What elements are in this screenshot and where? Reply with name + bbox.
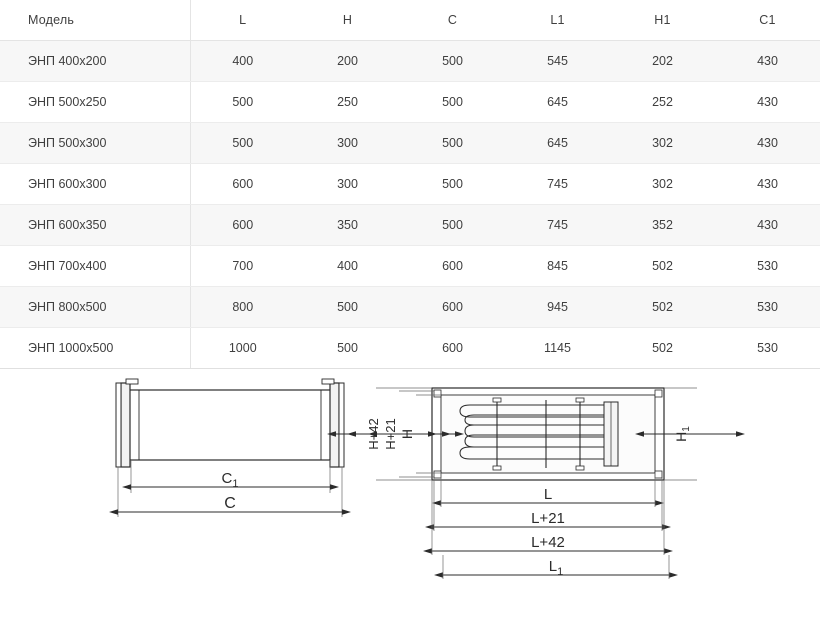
label-h-plus-21: H+21 [383,418,398,450]
cell-c1: 530 [715,246,820,287]
support-clip-3 [576,398,584,402]
table-row [0,164,820,205]
drawings-svg [0,369,820,621]
support-clip-4 [576,466,584,470]
side-view-top-cap-left [126,379,138,384]
front-view-bolt-bl [434,471,441,478]
cell-model: ЭНП 500х300 [0,123,190,164]
table-row [0,41,820,82]
cell-model: ЭНП 600х300 [0,164,190,205]
cell-h1: 202 [610,41,715,82]
cell-l1: 845 [505,246,610,287]
cell-c1: 430 [715,82,820,123]
label-h1: $H_1$ [673,426,692,442]
cell-h1: 252 [610,82,715,123]
cell-model: ЭНП 1000х500 [0,328,190,369]
cell-l1: 645 [505,82,610,123]
cell-l1: 745 [505,164,610,205]
cell-l: 600 [190,205,295,246]
cell-l: 600 [190,164,295,205]
cell-c1: 430 [715,123,820,164]
cell-l: 500 [190,82,295,123]
column-header-h1: H1 [610,0,715,41]
cell-model: ЭНП 600х350 [0,205,190,246]
front-view-inner-frame [441,395,655,473]
cell-c: 500 [400,164,505,205]
cell-h1: 502 [610,328,715,369]
cell-l1: 1145 [505,328,610,369]
table-body [0,41,820,369]
cell-model: ЭНП 400х200 [0,41,190,82]
side-view-body [128,390,332,460]
side-view-right-flange-outer [339,383,344,467]
cell-model: ЭНП 700х400 [0,246,190,287]
cell-c: 500 [400,123,505,164]
cell-h: 250 [295,82,400,123]
cell-h: 300 [295,123,400,164]
cell-model: ЭНП 800х500 [0,287,190,328]
table-row [0,123,820,164]
cell-h1: 352 [610,205,715,246]
cell-h: 400 [295,246,400,287]
table-row [0,328,820,369]
cell-h: 300 [295,164,400,205]
cell-h1: 502 [610,246,715,287]
front-view-bolt-tl [434,390,441,397]
cell-h: 500 [295,287,400,328]
column-header-h: H [295,0,400,41]
side-view-left-flange-outer [116,383,121,467]
label-h: H [399,428,415,440]
cell-l1: 645 [505,123,610,164]
side-view-left-flange [121,383,130,467]
cell-h: 350 [295,205,400,246]
cell-c: 500 [400,82,505,123]
side-view-right-flange [330,383,339,467]
cell-c: 500 [400,41,505,82]
label-c1: $C_1$ [221,470,239,490]
table-header-row [0,0,820,41]
front-view-bolt-br [655,471,662,478]
cell-c: 600 [400,287,505,328]
technical-drawings [0,369,820,621]
cell-l: 800 [190,287,295,328]
cell-l: 400 [190,41,295,82]
label-h-plus-42: H+42 [366,418,381,450]
column-header-c: C [400,0,505,41]
label-l-plus-42: L+42 [531,534,565,551]
label-l1: $L_1$ [548,558,564,578]
cell-l: 700 [190,246,295,287]
cell-l: 1000 [190,328,295,369]
cell-c1: 430 [715,205,820,246]
side-view-top-cap-right [322,379,334,384]
cell-c: 600 [400,246,505,287]
label-l-plus-21: L+21 [531,510,565,527]
table-row [0,246,820,287]
cell-l1: 545 [505,41,610,82]
cell-l1: 945 [505,287,610,328]
column-header-l: L [190,0,295,41]
cell-model: ЭНП 500х250 [0,82,190,123]
column-header-l1: L1 [505,0,610,41]
cell-c: 500 [400,205,505,246]
table-row [0,205,820,246]
label-l: L [543,486,553,503]
cell-c1: 530 [715,287,820,328]
cell-h1: 302 [610,123,715,164]
column-header-model: Модель [0,0,190,41]
cell-h: 500 [295,328,400,369]
cell-c1: 530 [715,328,820,369]
cell-h1: 502 [610,287,715,328]
support-clip-2 [493,466,501,470]
support-clip-1 [493,398,501,402]
table-row [0,82,820,123]
table-header [0,0,820,41]
cell-h: 200 [295,41,400,82]
cell-h1: 302 [610,164,715,205]
cell-c1: 430 [715,164,820,205]
cell-c1: 430 [715,41,820,82]
label-c: C [224,495,236,512]
table-row [0,287,820,328]
cell-c: 600 [400,328,505,369]
cell-l1: 745 [505,205,610,246]
cell-l: 500 [190,123,295,164]
column-header-c1: C1 [715,0,820,41]
front-view-bolt-tr [655,390,662,397]
